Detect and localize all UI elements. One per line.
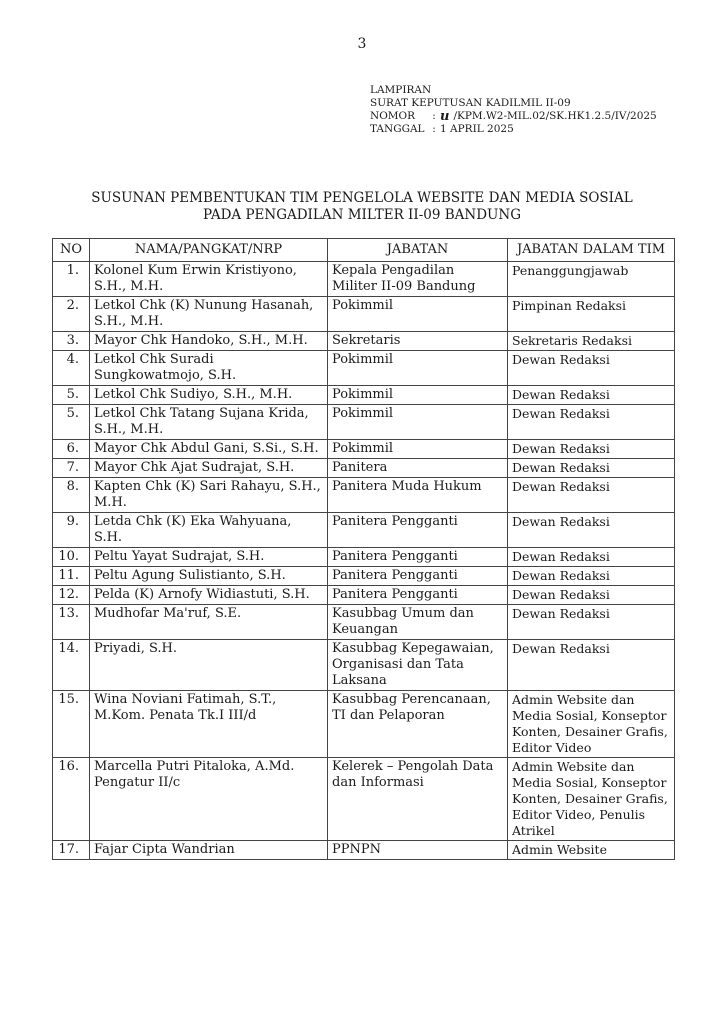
row-position: Pokimmil [328, 440, 508, 459]
row-position: Kepala Pengadilan Militer II-09 Bandung [328, 262, 508, 297]
header-no: NO [53, 239, 90, 262]
row-team-role: Admin Website [508, 841, 675, 860]
team-roster-table [52, 238, 675, 860]
row-number: 16. [53, 758, 90, 841]
row-position: Sekretaris [328, 332, 508, 351]
number-value: /KPM.W2-MIL.02/SK.HK1.2.5/IV/2025 [453, 110, 657, 122]
table-row [53, 297, 675, 332]
row-number: 8. [53, 478, 90, 513]
row-name: Pelda (K) Arnofy Widiastuti, S.H. [90, 586, 328, 605]
row-name: Mayor Chk Handoko, S.H., M.H. [90, 332, 328, 351]
row-name: Priyadi, S.H. [90, 640, 328, 691]
row-team-role: Admin Website dan Media Sosial, Konseptor Konten, Desainer Grafis, Editor Video, Penulis Atrikel [508, 758, 675, 841]
row-position: Panitera Pengganti [328, 548, 508, 567]
row-team-role: Dewan Redaksi [508, 548, 675, 567]
table-row [53, 640, 675, 691]
header-name: NAMA/PANGKAT/NRP [90, 239, 328, 262]
row-team-role: Sekretaris Redaksi [508, 332, 675, 351]
row-position: Panitera Pengganti [328, 586, 508, 605]
row-name: Peltu Agung Sulistianto, S.H. [90, 567, 328, 586]
row-name: Letkol Chk Sudiyo, S.H., M.H. [90, 386, 328, 405]
table-row [53, 262, 675, 297]
date-colon: : [432, 123, 436, 135]
row-position: Kasubbag Perencanaan, TI dan Pelaporan [328, 691, 508, 758]
row-number: 14. [53, 640, 90, 691]
row-name: Fajar Cipta Wandrian [90, 841, 328, 860]
row-team-role: Penanggungjawab [508, 262, 675, 297]
row-number: 5. [53, 405, 90, 440]
row-position: PPNPN [328, 841, 508, 860]
number-label: NOMOR [370, 110, 416, 122]
row-name: Kapten Chk (K) Sari Rahayu, S.H., M.H. [90, 478, 328, 513]
row-name: Marcella Putri Pitaloka, A.Md. Pengatur II/c [90, 758, 328, 841]
row-number: 6. [53, 440, 90, 459]
row-number: 12. [53, 586, 90, 605]
document-title [0, 190, 724, 224]
row-number: 7. [53, 459, 90, 478]
table-row [53, 513, 675, 548]
row-team-role: Dewan Redaksi [508, 478, 675, 513]
table-row [53, 405, 675, 440]
table-row [53, 440, 675, 459]
title-line-1: SUSUNAN PEMBENTUKAN TIM PENGELOLA WEBSITE DAN MEDIA SOSIAL [91, 190, 633, 206]
attachment-date-row [370, 123, 657, 136]
attachment-heading: LAMPIRAN [370, 84, 432, 96]
table-row [53, 586, 675, 605]
header-team-role: JABATAN DALAM TIM [508, 239, 675, 262]
attachment-decree: SURAT KEPUTUSAN KADILMIL II-09 [370, 97, 571, 109]
row-number: 15. [53, 691, 90, 758]
row-name: Letkol Chk Suradi Sungkowatmojo, S.H. [90, 351, 328, 386]
row-team-role: Dewan Redaksi [508, 586, 675, 605]
row-position: Pokimmil [328, 405, 508, 440]
row-name: Letda Chk (K) Eka Wahyuana, S.H. [90, 513, 328, 548]
table-row [53, 332, 675, 351]
table-row [53, 567, 675, 586]
title-line-2: PADA PENGADILAN MILTER II-09 BANDUNG [202, 207, 522, 223]
number-handwritten: u [440, 109, 450, 124]
row-team-role: Dewan Redaksi [508, 459, 675, 478]
date-value: 1 APRIL 2025 [440, 123, 514, 135]
table-row [53, 758, 675, 841]
row-number: 17. [53, 841, 90, 860]
row-name: Mudhofar Ma'ruf, S.E. [90, 605, 328, 640]
number-colon: : [432, 110, 436, 122]
row-number: 4. [53, 351, 90, 386]
row-number: 5. [53, 386, 90, 405]
row-team-role: Dewan Redaksi [508, 405, 675, 440]
row-position: Panitera Muda Hukum [328, 478, 508, 513]
row-team-role: Dewan Redaksi [508, 605, 675, 640]
row-team-role: Dewan Redaksi [508, 640, 675, 691]
row-number: 1. [53, 262, 90, 297]
page-number: 3 [357, 36, 367, 52]
row-position: Panitera Pengganti [328, 513, 508, 548]
row-position: Pokimmil [328, 386, 508, 405]
row-position: Kelerek – Pengolah Data dan Informasi [328, 758, 508, 841]
row-name: Letkol Chk (K) Nunung Hasanah, S.H., M.H. [90, 297, 328, 332]
table-row [53, 478, 675, 513]
row-team-role: Dewan Redaksi [508, 440, 675, 459]
attachment-number-row [370, 110, 657, 123]
row-position: Pokimmil [328, 351, 508, 386]
table-row [53, 605, 675, 640]
row-name: Mayor Chk Abdul Gani, S.Si., S.H. [90, 440, 328, 459]
row-position: Panitera Pengganti [328, 567, 508, 586]
table-row [53, 459, 675, 478]
row-name: Kolonel Kum Erwin Kristiyono, S.H., M.H. [90, 262, 328, 297]
table-row [53, 351, 675, 386]
row-number: 11. [53, 567, 90, 586]
row-name: Mayor Chk Ajat Sudrajat, S.H. [90, 459, 328, 478]
row-number: 9. [53, 513, 90, 548]
row-number: 2. [53, 297, 90, 332]
row-number: 13. [53, 605, 90, 640]
row-number: 10. [53, 548, 90, 567]
date-label: TANGGAL [370, 123, 425, 135]
table-row [53, 841, 675, 860]
row-name: Letkol Chk Tatang Sujana Krida, S.H., M.H. [90, 405, 328, 440]
row-name: Peltu Yayat Sudrajat, S.H. [90, 548, 328, 567]
table-body [53, 262, 675, 860]
attachment-block [370, 84, 657, 136]
row-team-role: Pimpinan Redaksi [508, 297, 675, 332]
row-position: Kasubbag Umum dan Keuangan [328, 605, 508, 640]
row-position: Panitera [328, 459, 508, 478]
table-row [53, 691, 675, 758]
row-team-role: Dewan Redaksi [508, 567, 675, 586]
row-position: Pokimmil [328, 297, 508, 332]
table-row [53, 386, 675, 405]
row-team-role: Admin Website dan Media Sosial, Konseptor Konten, Desainer Grafis, Editor Video [508, 691, 675, 758]
table-header-row [53, 239, 675, 262]
row-team-role: Dewan Redaksi [508, 351, 675, 386]
row-team-role: Dewan Redaksi [508, 386, 675, 405]
row-name: Wina Noviani Fatimah, S.T., M.Kom. Penata Tk.I III/d [90, 691, 328, 758]
header-position: JABATAN [328, 239, 508, 262]
row-team-role: Dewan Redaksi [508, 513, 675, 548]
row-position: Kasubbag Kepegawaian, Organisasi dan Tata Laksana [328, 640, 508, 691]
table-row [53, 548, 675, 567]
row-number: 3. [53, 332, 90, 351]
